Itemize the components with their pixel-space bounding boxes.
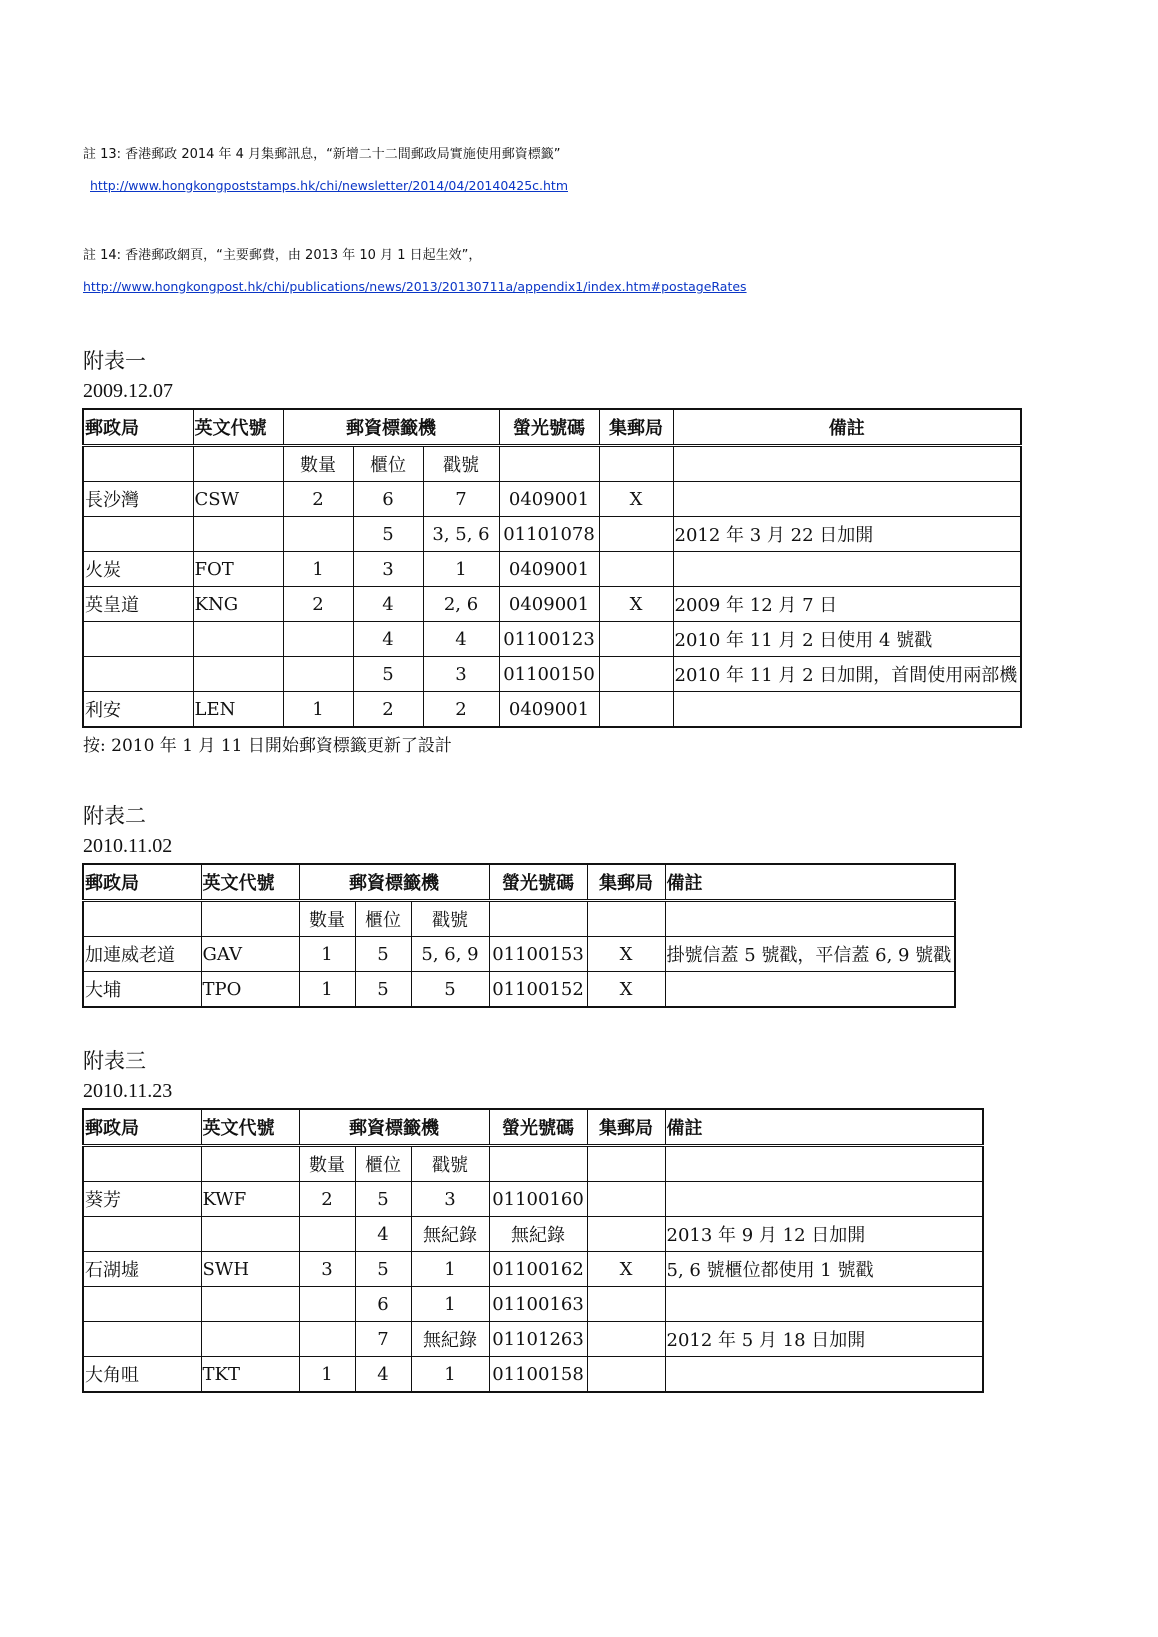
cell-serial: 0409001	[499, 587, 599, 622]
table-row	[83, 552, 1021, 587]
table-header-row	[83, 864, 955, 901]
table-row	[83, 517, 1021, 552]
cell-remark	[665, 1357, 983, 1393]
cell-code: LEN	[193, 692, 283, 728]
cell-counter: 5	[355, 1182, 411, 1217]
cell-serial: 01100162	[489, 1252, 587, 1287]
cell-philatelic	[587, 1182, 665, 1217]
cell-code: KNG	[193, 587, 283, 622]
cell-office	[83, 1287, 201, 1322]
cell-remark	[665, 1287, 983, 1322]
cell-code	[193, 517, 283, 552]
cell-chop: 1	[411, 1357, 489, 1393]
header-office: 郵政局	[83, 1109, 201, 1146]
cell-code: GAV	[201, 937, 299, 972]
cell-office	[83, 1217, 201, 1252]
subheader-chop: 戳號	[411, 1146, 489, 1182]
subheader-counter: 櫃位	[353, 446, 423, 482]
cell-remark: 2010 年 11 月 2 日使用 4 號戳	[673, 622, 1021, 657]
cell-chop: 2	[423, 692, 499, 728]
cell-qty: 1	[299, 972, 355, 1008]
cell-serial: 0409001	[499, 692, 599, 728]
cell-code	[201, 1217, 299, 1252]
cell-code	[201, 1287, 299, 1322]
table-row	[83, 937, 955, 972]
header-philatelic: 集郵局	[587, 1109, 665, 1146]
cell-office: 長沙灣	[83, 482, 193, 517]
cell-office	[83, 1322, 201, 1357]
cell-philatelic: X	[599, 587, 673, 622]
cell-remark	[673, 552, 1021, 587]
cell-chop: 5, 6, 9	[411, 937, 489, 972]
cell-code: TKT	[201, 1357, 299, 1393]
cell-serial: 01100163	[489, 1287, 587, 1322]
table-row	[83, 1322, 983, 1357]
cell-serial: 無紀錄	[489, 1217, 587, 1252]
cell-serial: 01100152	[489, 972, 587, 1008]
cell-office	[83, 517, 193, 552]
cell-code	[201, 1322, 299, 1357]
cell-philatelic	[587, 1217, 665, 1252]
cell-code: SWH	[201, 1252, 299, 1287]
subheader-chop: 戳號	[411, 901, 489, 937]
cell-philatelic	[587, 1322, 665, 1357]
cell-philatelic: X	[587, 972, 665, 1008]
cell-chop: 7	[423, 482, 499, 517]
cell-remark: 掛號信蓋 5 號戳，平信蓋 6, 9 號戳	[665, 937, 955, 972]
cell-philatelic	[599, 657, 673, 692]
cell-remark	[673, 692, 1021, 728]
cell-chop: 2, 6	[423, 587, 499, 622]
cell-counter: 5	[355, 972, 411, 1008]
table-subheader-row	[83, 901, 955, 937]
table3	[82, 1108, 984, 1393]
cell-counter: 5	[355, 1252, 411, 1287]
cell-office: 葵芳	[83, 1182, 201, 1217]
cell-code: TPO	[201, 972, 299, 1008]
cell-qty: 1	[299, 1357, 355, 1393]
header-philatelic: 集郵局	[599, 409, 673, 446]
cell-philatelic	[599, 622, 673, 657]
table-subheader-row	[83, 1146, 983, 1182]
cell-remark: 2010 年 11 月 2 日加開，首間使用兩部機	[673, 657, 1021, 692]
cell-office: 大角咀	[83, 1357, 201, 1393]
table-header-row	[83, 1109, 983, 1146]
cell-counter: 6	[353, 482, 423, 517]
table1-date: 2009.12.07	[83, 380, 173, 402]
cell-remark	[665, 1182, 983, 1217]
cell-chop: 1	[423, 552, 499, 587]
cell-chop: 1	[411, 1252, 489, 1287]
table-row	[83, 972, 955, 1008]
table1-footnote: 按: 2010 年 1 月 11 日開始郵資標籤更新了設計	[83, 736, 452, 756]
table3-title: 附表三	[83, 1049, 146, 1073]
cell-chop: 無紀錄	[411, 1322, 489, 1357]
header-code: 英文代號	[201, 864, 299, 901]
cell-code: CSW	[193, 482, 283, 517]
cell-code	[193, 657, 283, 692]
cell-serial: 01100123	[499, 622, 599, 657]
cell-chop: 無紀錄	[411, 1217, 489, 1252]
header-serial: 螢光號碼	[489, 1109, 587, 1146]
cell-serial: 01101078	[499, 517, 599, 552]
cell-serial: 01100160	[489, 1182, 587, 1217]
header-remark: 備註	[665, 1109, 983, 1146]
cell-remark: 2013 年 9 月 12 日加開	[665, 1217, 983, 1252]
cell-code	[193, 622, 283, 657]
table1	[82, 408, 1022, 728]
cell-qty: 1	[283, 692, 353, 728]
cell-qty: 2	[283, 587, 353, 622]
table-row	[83, 1182, 983, 1217]
cell-serial: 01100150	[499, 657, 599, 692]
header-office: 郵政局	[83, 864, 201, 901]
cell-office: 利安	[83, 692, 193, 728]
table1-title: 附表一	[83, 349, 146, 373]
subheader-chop: 戳號	[423, 446, 499, 482]
header-remark: 備註	[665, 864, 955, 901]
note-13-link[interactable]: http://www.hongkongpoststamps.hk/chi/newsletter/2014/04/20140425c.htm	[90, 178, 568, 193]
table-row	[83, 482, 1021, 517]
cell-qty: 3	[299, 1252, 355, 1287]
cell-counter: 6	[355, 1287, 411, 1322]
cell-philatelic: X	[587, 937, 665, 972]
cell-code: KWF	[201, 1182, 299, 1217]
cell-remark: 2009 年 12 月 7 日	[673, 587, 1021, 622]
table2-date: 2010.11.02	[83, 835, 173, 857]
cell-qty: 1	[299, 937, 355, 972]
note-14: 註 14: 香港郵政網頁，“主要郵費，由 2013 年 10 月 1 日起生效”，	[83, 248, 482, 263]
header-philatelic: 集郵局	[587, 864, 665, 901]
cell-office	[83, 622, 193, 657]
cell-counter: 4	[353, 587, 423, 622]
cell-chop: 3, 5, 6	[423, 517, 499, 552]
header-office: 郵政局	[83, 409, 193, 446]
cell-chop: 5	[411, 972, 489, 1008]
cell-counter: 2	[353, 692, 423, 728]
table-row	[83, 1287, 983, 1322]
table3-date: 2010.11.23	[83, 1080, 173, 1102]
cell-qty: 2	[283, 482, 353, 517]
cell-remark: 2012 年 3 月 22 日加開	[673, 517, 1021, 552]
cell-philatelic: X	[599, 482, 673, 517]
subheader-qty: 數量	[283, 446, 353, 482]
cell-office: 大埔	[83, 972, 201, 1008]
cell-qty	[283, 657, 353, 692]
cell-code: FOT	[193, 552, 283, 587]
cell-counter: 4	[355, 1357, 411, 1393]
cell-office: 英皇道	[83, 587, 193, 622]
cell-qty: 2	[299, 1182, 355, 1217]
header-remark: 備註	[673, 409, 1021, 446]
header-serial: 螢光號碼	[489, 864, 587, 901]
subheader-qty: 數量	[299, 901, 355, 937]
cell-counter: 4	[353, 622, 423, 657]
cell-qty	[299, 1287, 355, 1322]
table-row	[83, 657, 1021, 692]
cell-serial: 01101263	[489, 1322, 587, 1357]
cell-qty	[283, 517, 353, 552]
table-subheader-row	[83, 446, 1021, 482]
table-header-row	[83, 409, 1021, 446]
cell-chop: 3	[423, 657, 499, 692]
note-13: 註 13: 香港郵政 2014 年 4 月集郵訊息，“新增二十二間郵政局實施使用郵資標籤”	[83, 147, 561, 162]
cell-remark: 2012 年 5 月 18 日加開	[665, 1322, 983, 1357]
cell-office: 火炭	[83, 552, 193, 587]
cell-qty	[283, 622, 353, 657]
cell-chop: 1	[411, 1287, 489, 1322]
header-machine: 郵資標籤機	[283, 409, 499, 446]
table-row	[83, 587, 1021, 622]
subheader-counter: 櫃位	[355, 1146, 411, 1182]
table-row	[83, 1217, 983, 1252]
cell-philatelic	[587, 1287, 665, 1322]
table2	[82, 863, 956, 1008]
header-machine: 郵資標籤機	[299, 864, 489, 901]
cell-chop: 3	[411, 1182, 489, 1217]
cell-counter: 5	[355, 937, 411, 972]
cell-philatelic	[599, 692, 673, 728]
cell-serial: 01100158	[489, 1357, 587, 1393]
table-row	[83, 622, 1021, 657]
cell-counter: 3	[353, 552, 423, 587]
cell-serial: 01100153	[489, 937, 587, 972]
cell-counter: 5	[353, 517, 423, 552]
cell-counter: 4	[355, 1217, 411, 1252]
cell-philatelic	[599, 552, 673, 587]
cell-serial: 0409001	[499, 482, 599, 517]
cell-counter: 7	[355, 1322, 411, 1357]
cell-chop: 4	[423, 622, 499, 657]
table-row	[83, 1357, 983, 1393]
header-code: 英文代號	[201, 1109, 299, 1146]
cell-qty	[299, 1322, 355, 1357]
cell-qty: 1	[283, 552, 353, 587]
cell-serial: 0409001	[499, 552, 599, 587]
cell-remark	[673, 482, 1021, 517]
cell-office: 加連威老道	[83, 937, 201, 972]
table-row	[83, 1252, 983, 1287]
subheader-counter: 櫃位	[355, 901, 411, 937]
header-code: 英文代號	[193, 409, 283, 446]
cell-counter: 5	[353, 657, 423, 692]
cell-philatelic	[599, 517, 673, 552]
cell-qty	[299, 1217, 355, 1252]
table2-title: 附表二	[83, 804, 146, 828]
cell-remark: 5, 6 號櫃位都使用 1 號戳	[665, 1252, 983, 1287]
cell-office: 石湖墟	[83, 1252, 201, 1287]
cell-office	[83, 657, 193, 692]
subheader-qty: 數量	[299, 1146, 355, 1182]
header-serial: 螢光號碼	[499, 409, 599, 446]
cell-remark	[665, 972, 955, 1008]
table-row	[83, 692, 1021, 728]
note-14-link[interactable]: http://www.hongkongpost.hk/chi/publications/news/2013/20130711a/appendix1/index.htm#postageRates	[83, 279, 747, 294]
cell-philatelic	[587, 1357, 665, 1393]
cell-philatelic: X	[587, 1252, 665, 1287]
header-machine: 郵資標籤機	[299, 1109, 489, 1146]
